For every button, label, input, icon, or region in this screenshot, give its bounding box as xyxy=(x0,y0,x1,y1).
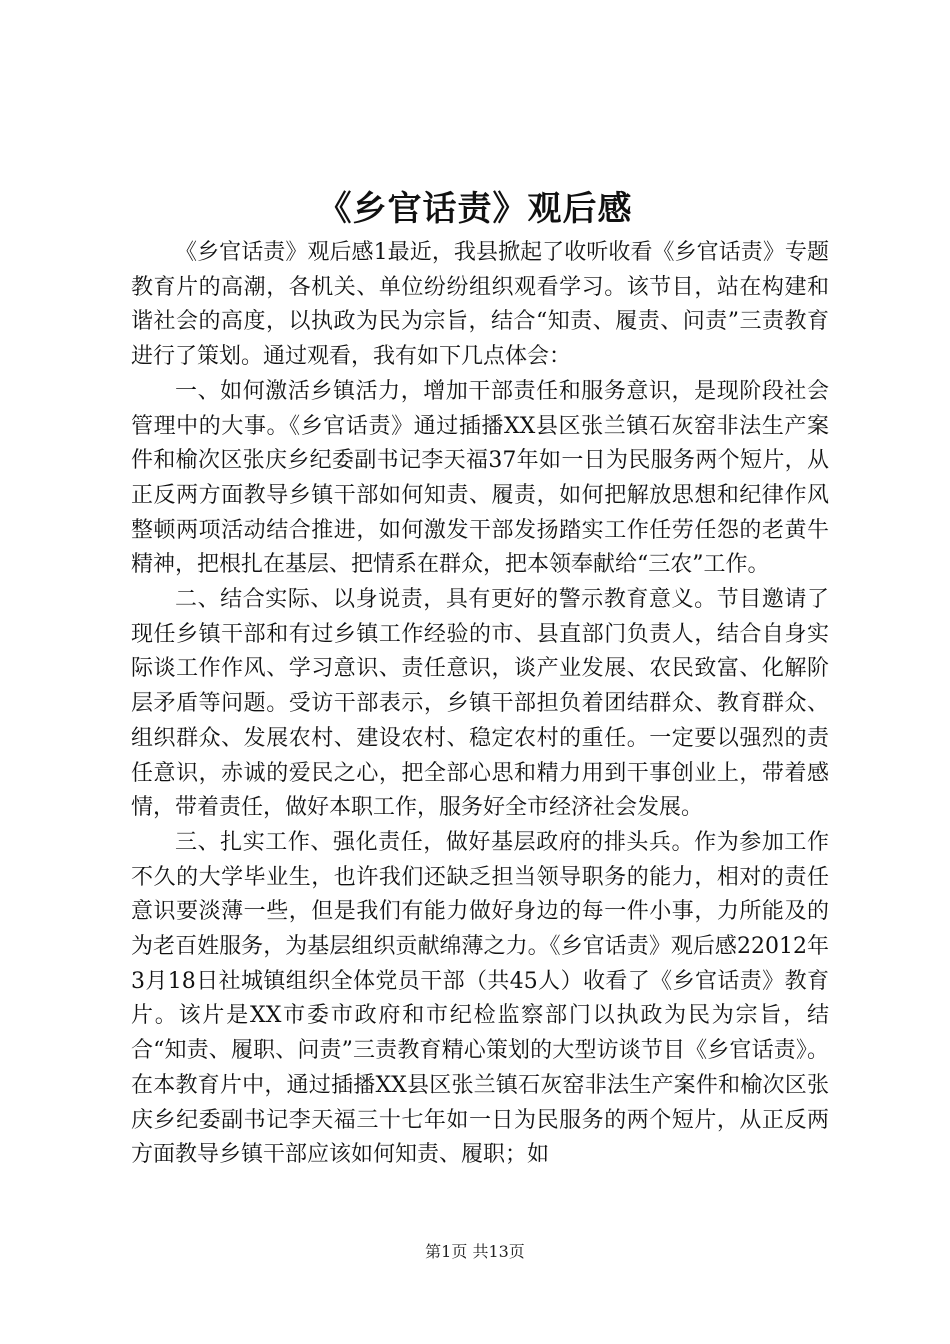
paragraph-point-one: 一、如何激活乡镇活力，增加干部责任和服务意识，是现阶段社会管理中的大事。《乡官话责》通过插播XX县区张兰镇石灰窑非法生产案件和榆次区张庆乡纪委副书记李天福37年如一日为民服务两个短片，从正反两方面教导乡镇干部如何知责、履责，如何把解放思想和纪律作风整顿两项活动结合推进，如何激发干部发扬踏实工作任劳任怨的老黄牛精神，把根扎在基层、把情系在群众，把本领奉献给“三农”工作。 xyxy=(131,378,829,578)
page-number-footer: 第1页 共13页 xyxy=(425,1242,525,1261)
document-body xyxy=(131,236,829,1173)
document-title: 《乡官话责》观后感 xyxy=(317,189,633,229)
paragraph-point-two: 二、结合实际、以身说责，具有更好的警示教育意义。节目邀请了现任乡镇干部和有过乡镇工作经验的市、县直部门负责人，结合自身实际谈工作作风、学习意识、责任意识，谈产业发展、农民致富、化解阶层矛盾等问题。受访干部表示，乡镇干部担负着团结群众、教育群众、组织群众、发展农村、建设农村、稳定农村的重任。一定要以强烈的责任意识，赤诚的爱民之心，把全部心思和精力用到干事创业上，带着感情，带着责任，做好本职工作，服务好全市经济社会发展。 xyxy=(131,587,829,821)
paragraph-point-three: 三、扎实工作、强化责任，做好基层政府的排头兵。作为参加工作不久的大学毕业生，也许我们还缺乏担当领导职务的能力，相对的责任意识要淡薄一些，但是我们有能力做好身边的每一件小事，力所能及的为老百姓服务，为基层组织贡献绵薄之力。《乡官话责》观后感22012年3月18日社城镇组织全体党员干部（共45人）收看了《乡官话责》教育片。该片是XX市委市政府和市纪检监察部门以执政为民为宗旨，结合“知责、履职、问责”三责教育精心策划的大型访谈节目《乡官话责》。在本教育片中，通过插播XX县区张兰镇石灰窑非法生产案件和榆次区张庆乡纪委副书记李天福三十七年如一日为民服务的两个短片，从正反两方面教导乡镇干部应该如何知责、履职；如 xyxy=(131,829,829,1168)
paragraph-intro: 《乡官话责》观后感1最近，我县掀起了收听收看《乡官话责》专题教育片的高潮，各机关、单位纷纷组织观看学习。该节目，站在构建和谐社会的高度，以执政为民为宗旨，结合“知责、履责、问责”三责教育进行了策划。通过观看，我有如下几点体会： xyxy=(131,240,829,370)
